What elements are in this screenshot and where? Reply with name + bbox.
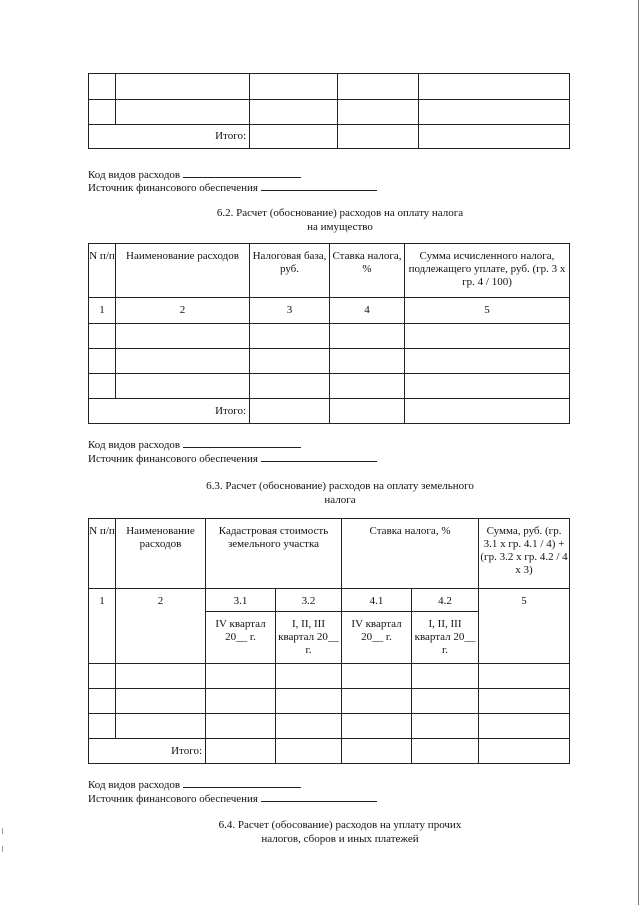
col-number: 5 (405, 298, 570, 324)
period-label: I, II, III квартал 20__ г. (412, 612, 479, 664)
section-title: на имущество (307, 221, 373, 233)
total-row (89, 739, 570, 764)
col-number: 5 (479, 589, 570, 664)
expense-code-blank (183, 437, 301, 448)
col-number: 2 (116, 298, 250, 324)
table-row (89, 664, 570, 689)
col-header-cadastral: Кадастровая стоимость земельного участка (206, 519, 342, 589)
col-number: 3.2 (276, 589, 342, 612)
expense-code-label: Код видов расходов (88, 169, 181, 181)
total-label: Итого: (89, 399, 250, 424)
funding-source-label: Источник финансового обеспечения (88, 182, 258, 194)
table-row (89, 714, 570, 739)
section-title: 6.2. Расчет (обоснование) расходов на оплату налога (216, 207, 464, 219)
col-number: 4.1 (342, 589, 412, 612)
table-row (89, 349, 570, 374)
section-title: налогов, сборов и иных платежей (261, 833, 419, 845)
funding-source-line (88, 791, 377, 806)
section-title: 6.3. Расчет (обоснование) расходов на оплату земельного (206, 480, 474, 492)
col-header-base: Налоговая база, руб. (250, 244, 330, 298)
funding-source-line (88, 451, 377, 466)
period-label: IV квартал 20__ г. (342, 612, 412, 664)
section-title: 6.4. Расчет (обосование) расходов на уплату прочих (218, 819, 462, 831)
total-label: Итого: (89, 739, 206, 764)
col-header-rate: Ставка налога, % (330, 244, 405, 298)
section-title: налога (324, 494, 356, 506)
section-6-2-heading (150, 206, 530, 234)
col-header-num: N п/п (89, 244, 116, 298)
col-header-rate: Ставка налога, % (342, 519, 479, 589)
col-header-sum: Сумма исчисленного налога, подлежащего уплате, руб. (гр. 3 x гр. 4 / 100) (405, 244, 570, 298)
expense-code-line (88, 437, 301, 452)
table-row (89, 689, 570, 714)
total-row (89, 125, 570, 149)
continued-table (88, 73, 570, 149)
scan-artifact (2, 846, 3, 852)
funding-source-line (88, 180, 377, 195)
funding-source-blank (261, 180, 377, 191)
col-number: 3.1 (206, 589, 276, 612)
col-number: 4.2 (412, 589, 479, 612)
land-tax-table (88, 518, 570, 764)
page-edge (638, 0, 639, 905)
section-6-3-heading (150, 479, 530, 507)
col-number: 2 (116, 589, 206, 664)
property-tax-table (88, 243, 570, 424)
funding-source-blank (261, 791, 377, 802)
table-row (89, 374, 570, 399)
table-row (89, 324, 570, 349)
funding-source-label: Источник финансового обеспечения (88, 453, 258, 465)
header-row (89, 519, 570, 589)
period-label: IV квартал 20__ г. (206, 612, 276, 664)
scan-artifact (2, 828, 3, 834)
expense-code-label: Код видов расходов (88, 779, 181, 791)
col-number: 3 (250, 298, 330, 324)
expense-code-blank (183, 777, 301, 788)
total-row (89, 399, 570, 424)
total-label: Итого: (89, 125, 250, 149)
funding-source-label: Источник финансового обеспечения (88, 793, 258, 805)
col-header-name: Наименование расходов (116, 519, 206, 589)
col-header-num: N п/п (89, 519, 116, 589)
col-header-sum: Сумма, руб. (гр. 3.1 x гр. 4.1 / 4) + (гр. 3.2 x гр. 4.2 / 4 x 3) (479, 519, 570, 589)
col-header-name: Наименование расходов (116, 244, 250, 298)
section-6-4-heading (150, 818, 530, 846)
funding-source-blank (261, 451, 377, 462)
col-number: 1 (89, 298, 116, 324)
expense-code-label: Код видов расходов (88, 439, 181, 451)
expense-code-blank (183, 167, 301, 178)
col-number: 4 (330, 298, 405, 324)
expense-code-line (88, 777, 301, 792)
column-number-row (89, 589, 570, 612)
period-label: I, II, III квартал 20__ г. (276, 612, 342, 664)
column-number-row (89, 298, 570, 324)
col-number: 1 (89, 589, 116, 664)
header-row (89, 244, 570, 298)
table-row (89, 100, 570, 125)
table-row (89, 74, 570, 100)
